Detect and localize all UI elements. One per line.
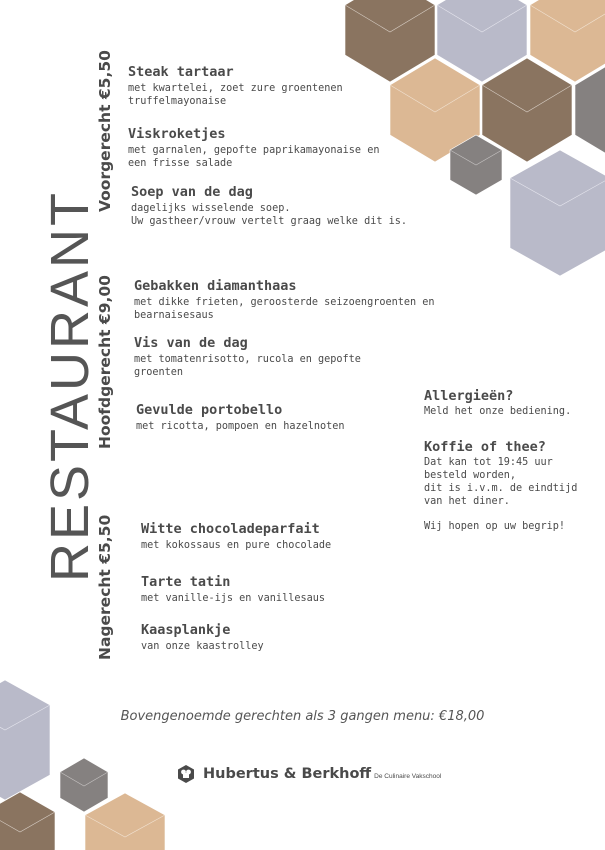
menu-item-description: met kokossaus en pure chocolade bbox=[141, 540, 332, 551]
course-label-hoofdgerecht: Hoofdgerecht €9,00 bbox=[96, 275, 114, 449]
course-label-nagerecht: Nagerecht €5,50 bbox=[96, 514, 114, 660]
menu-item-description: met kwartelei, zoet zure groentenen truffelmayonaise bbox=[128, 83, 343, 107]
menu-item bbox=[134, 335, 361, 379]
closing-note bbox=[424, 520, 565, 533]
menu-item-name: Gevulde portobello bbox=[136, 402, 283, 418]
restaurant-title: RESTAURANT bbox=[40, 189, 100, 582]
coffee-heading: Koffie of thee? bbox=[424, 439, 546, 455]
menu-item-name: Gebakken diamanthaas bbox=[134, 278, 297, 294]
menu-item-description: van onze kaastrolley bbox=[141, 641, 264, 652]
menu-item-description: dagelijks wisselende soep. Uw gastheer/vrouw vertelt graag welke dit is. bbox=[131, 203, 408, 227]
menu-item-name: Witte chocoladeparfait bbox=[141, 521, 320, 537]
menu-item-name: Soep van de dag bbox=[131, 184, 253, 200]
menu-item-name: Tarte tatin bbox=[141, 574, 231, 590]
menu-item-description: met garnalen, gepofte paprikamayonaise en een frisse salade bbox=[128, 145, 380, 169]
school-name: Hubertus & Berkhoff bbox=[203, 766, 372, 782]
allergy-info bbox=[424, 388, 571, 418]
school-logo bbox=[176, 764, 441, 784]
chef-hat-icon bbox=[176, 764, 196, 784]
school-subtitle: De Culinaire Vakschool bbox=[374, 772, 442, 780]
menu-item-description: met ricotta, pompoen en hazelnoten bbox=[136, 421, 345, 432]
menu-item bbox=[128, 126, 379, 170]
menu-item bbox=[134, 278, 435, 322]
menu-item-description: met tomatenrisotto, rucola en gepofte groenten bbox=[134, 354, 361, 378]
menu-item-description: met dikke frieten, geroosterde seizoengroenten en bearnaisesaus bbox=[134, 297, 435, 321]
menu-item bbox=[141, 574, 325, 605]
menu-item bbox=[136, 402, 345, 433]
allergy-text: Meld het onze bediening. bbox=[424, 406, 572, 417]
menu-item-name: Kaasplankje bbox=[141, 622, 231, 638]
three-course-menu-note: Bovengenoemde gerechten als 3 gangen menu: €18,00 bbox=[120, 709, 485, 724]
closing-text: Wij hopen op uw begrip! bbox=[424, 521, 566, 532]
menu-item bbox=[141, 622, 264, 653]
allergy-heading: Allergieën? bbox=[424, 388, 514, 404]
menu-item-name: Vis van de dag bbox=[134, 335, 248, 351]
course-label-voorgerecht: Voorgerecht €5,50 bbox=[96, 50, 114, 212]
coffee-info bbox=[424, 439, 577, 508]
coffee-text: Dat kan tot 19:45 uur besteld worden, dit is i.v.m. de eindtijd van het diner. bbox=[424, 457, 578, 507]
menu-item bbox=[141, 521, 331, 552]
menu-item-description: met vanille-ijs en vanillesaus bbox=[141, 593, 326, 604]
menu-item bbox=[131, 184, 407, 228]
menu-item-name: Viskroketjes bbox=[128, 126, 226, 142]
menu-item-name: Steak tartaar bbox=[128, 64, 234, 80]
menu-item bbox=[128, 64, 343, 108]
